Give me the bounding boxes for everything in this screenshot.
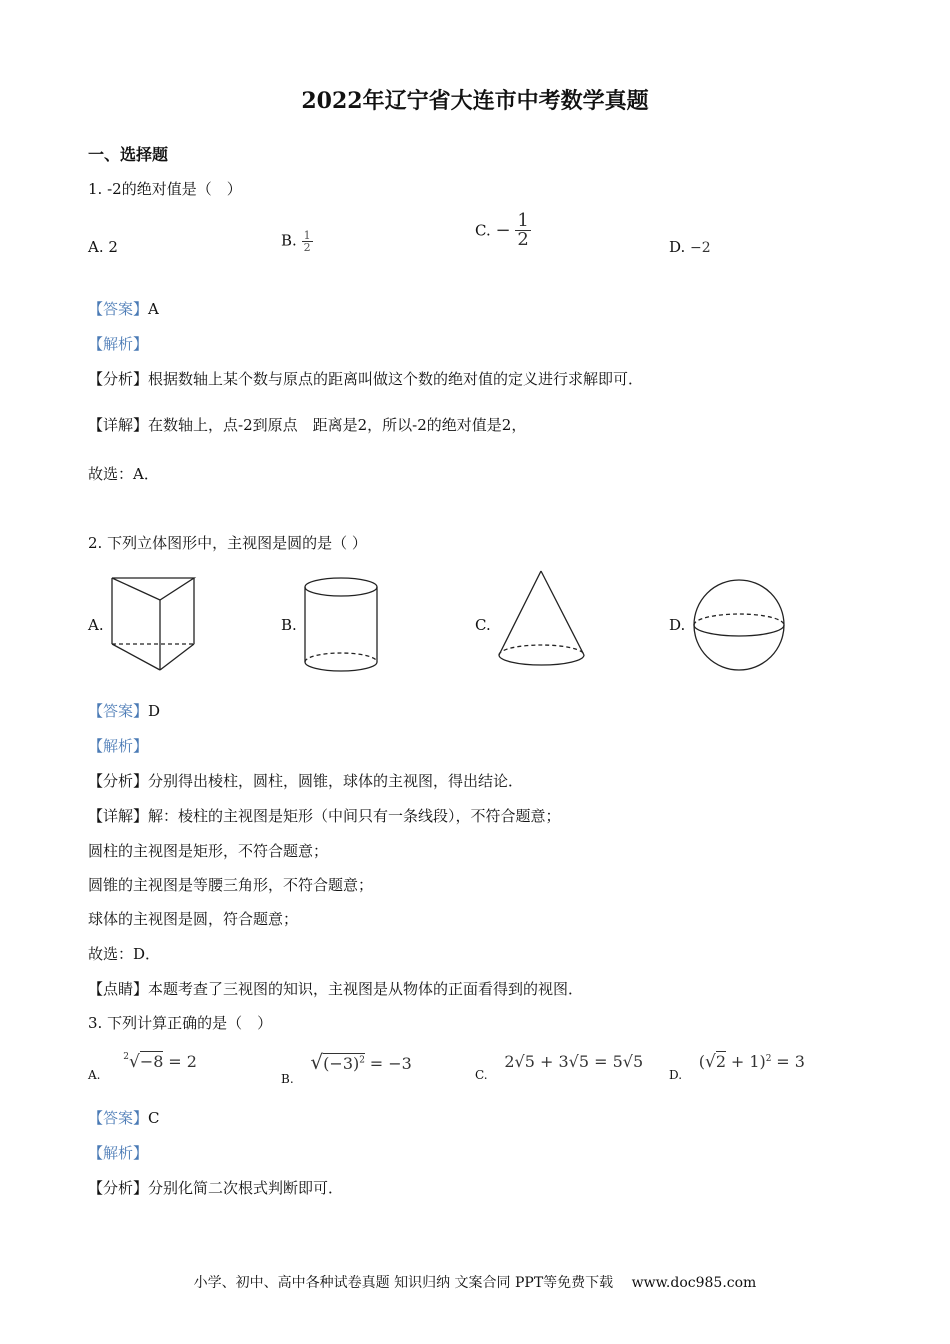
q1-xiangjie-text: 在数轴上，点-2到原点 距离是2，所以-2的绝对值是2， xyxy=(148,416,527,434)
q1-analysis-tag: 【解析】 xyxy=(88,335,149,353)
q3-fenxi-text: 分别化简二次根式判断即可． xyxy=(148,1179,344,1197)
q1-stem: 1. -2的绝对值是（ ） xyxy=(88,180,242,198)
q3-option-a-radicand: −8 xyxy=(139,1052,164,1071)
q1-option-b-fraction xyxy=(302,230,313,253)
triangular-prism-figure xyxy=(108,574,200,674)
q2-fenxi-text: 分别得出棱柱，圆柱，圆锥，球体的主视图，得出结论． xyxy=(148,772,524,790)
radical-sign-icon: √ xyxy=(129,1052,140,1072)
q1-conclusion: 故选：A． xyxy=(88,465,159,483)
radical-sign-icon: √ xyxy=(705,1052,716,1072)
q3-option-a-rhs: = 2 xyxy=(168,1052,197,1071)
q1-option-c-fraction xyxy=(515,212,530,249)
q1-option-c-numerator: 1 xyxy=(517,210,529,231)
q2-fenxi xyxy=(88,770,523,791)
q1-fenxi xyxy=(88,368,643,389)
q3-option-d-label: D. xyxy=(669,1068,683,1082)
cone-figure xyxy=(496,568,588,672)
section-heading: 一、选择题 xyxy=(88,145,169,164)
q1-option-b-numerator: 1 xyxy=(303,229,311,242)
page-title: 2022年辽宁省大连市中考数学真题 xyxy=(301,88,649,114)
q2-dianjing xyxy=(88,978,583,999)
q2-analysis-tag: 【解析】 xyxy=(88,737,149,755)
q2-option-b-label: B. xyxy=(281,616,297,634)
q1-answer xyxy=(88,298,159,319)
q2-xiangjie-tag: 【详解】 xyxy=(88,807,149,825)
q2-xiangjie xyxy=(88,805,561,826)
q3-option-d-exponent: 2 xyxy=(765,1054,772,1064)
q2-conclusion: 故选：D． xyxy=(88,945,161,963)
q3-option-a-label: A. xyxy=(88,1068,101,1082)
q3-option-d-close: + 1) xyxy=(730,1052,766,1071)
q3-answer xyxy=(88,1107,160,1128)
q1-option-d-value: −2 xyxy=(690,240,711,256)
q3-option-b-radicand xyxy=(323,1053,365,1073)
q3-option-a xyxy=(88,1052,197,1082)
q3-option-d-open: ( xyxy=(698,1052,706,1071)
q3-option-c xyxy=(475,1052,643,1082)
q2-option-c-label: C. xyxy=(475,616,491,634)
q3-option-b-rhs: = −3 xyxy=(369,1054,412,1073)
q3-fenxi-tag: 【分析】 xyxy=(88,1179,149,1197)
q1-option-c-label: C. xyxy=(475,221,491,240)
q1-option-a: A. 2 xyxy=(88,238,118,256)
q2-option-a-label: A. xyxy=(88,616,104,634)
q1-xiangjie-tag: 【详解】 xyxy=(88,416,149,434)
q2-answer-tag: 【答案】 xyxy=(88,702,149,720)
q3-option-d-rhs: = 3 xyxy=(776,1052,805,1071)
q1-option-b-label: B. xyxy=(281,231,297,250)
q3-option-b-exponent: 2 xyxy=(359,1055,365,1066)
q1-option-d-label: D. xyxy=(669,238,686,256)
q2-fenxi-tag: 【分析】 xyxy=(88,772,149,790)
q3-option-d xyxy=(669,1052,805,1082)
sphere-figure xyxy=(692,578,788,674)
q1-option-c xyxy=(475,212,531,249)
q3-analysis-tag: 【解析】 xyxy=(88,1144,149,1162)
q3-option-c-label: C. xyxy=(475,1068,488,1082)
q3-option-b-label: B. xyxy=(281,1072,294,1086)
q2-answer-value: D xyxy=(148,702,161,720)
q2-stem: 2. 下列立体图形中，主视图是圆的是（ ） xyxy=(88,534,367,552)
radical-sign-icon: √ xyxy=(310,1050,324,1074)
q2-dianjing-text: 本题考查了三视图的知识，主视图是从物体的正面看得到的视图． xyxy=(148,980,584,998)
q2-line-cylinder: 圆柱的主视图是矩形，不符合题意； xyxy=(88,842,329,860)
q1-option-b xyxy=(281,230,313,253)
page-footer: 小学、初中、高中各种试卷真题 知识归纳 文案合同 PPT等免费下载 www.doc985.com xyxy=(193,1275,757,1291)
q3-answer-value: C xyxy=(148,1109,160,1127)
q3-fenxi xyxy=(88,1177,343,1198)
q2-line-sphere: 球体的主视图是圆，符合题意； xyxy=(88,910,299,928)
q3-option-d-radicand: 2 xyxy=(715,1052,727,1071)
q1-option-d xyxy=(669,238,711,256)
q3-stem: 3. 下列计算正确的是（ ） xyxy=(88,1014,273,1032)
q2-xiangjie-text: 解：棱柱的主视图是矩形（中间只有一条线段），不符合题意； xyxy=(148,807,561,825)
q1-option-c-sign: − xyxy=(495,220,511,241)
q3-option-b xyxy=(281,1050,412,1086)
q1-option-b-denominator: 2 xyxy=(303,241,311,254)
q1-xiangjie xyxy=(88,414,526,435)
q1-answer-tag: 【答案】 xyxy=(88,300,149,318)
q3-option-b-base: (−3) xyxy=(323,1054,360,1073)
q2-answer xyxy=(88,700,160,721)
q1-fenxi-tag: 【分析】 xyxy=(88,370,149,388)
q3-option-a-index: 2 xyxy=(123,1052,129,1062)
q1-fenxi-text: 根据数轴上某个数与原点的距离叫做这个数的绝对值的定义进行求解即可． xyxy=(148,370,644,388)
q2-line-cone: 圆锥的主视图是等腰三角形，不符合题意； xyxy=(88,876,374,894)
cylinder-figure xyxy=(302,576,382,672)
q2-dianjing-tag: 【点睛】 xyxy=(88,980,149,998)
q1-option-c-denominator: 2 xyxy=(517,229,529,250)
q1-answer-value: A xyxy=(148,300,159,318)
q2-option-d-label: D. xyxy=(669,616,686,634)
q3-option-c-expression: 2√5 + 3√5 = 5√5 xyxy=(504,1052,644,1071)
q3-answer-tag: 【答案】 xyxy=(88,1109,149,1127)
